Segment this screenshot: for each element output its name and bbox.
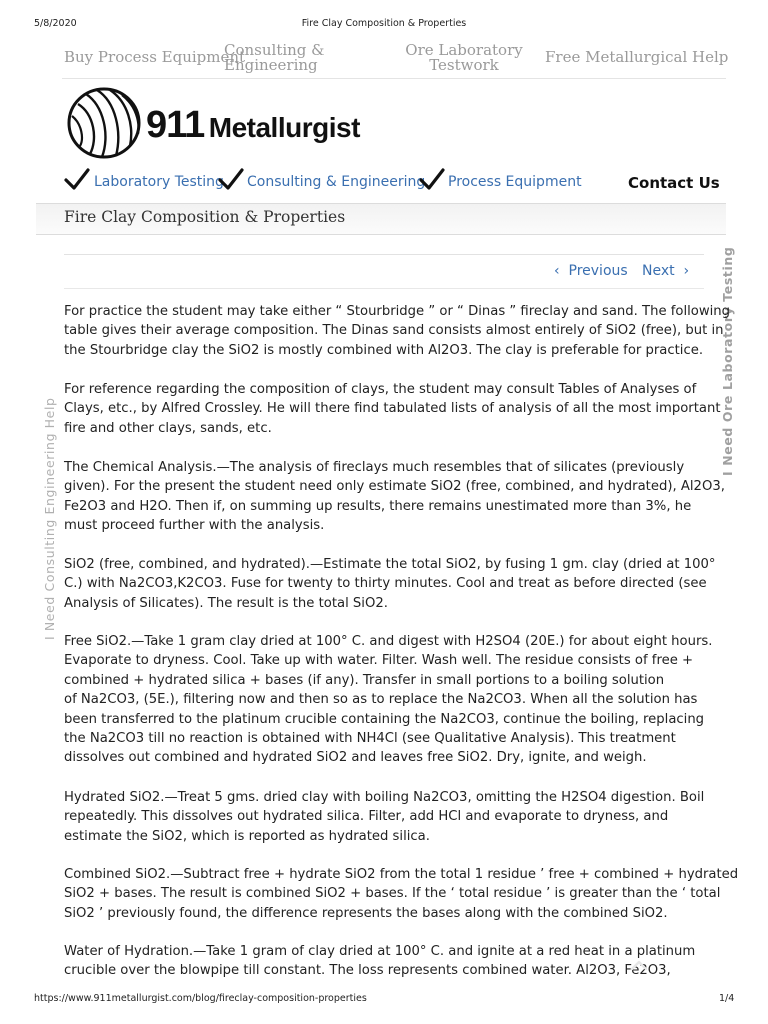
- paragraph-line: given). For the present the student need only estimate SiO2 (free, combined, and hydrated), Al2O3,: [64, 479, 725, 495]
- ore-laboratory-testing-tab[interactable]: I Need Ore Laboratory Testing: [720, 246, 735, 476]
- previous-label: Previous: [568, 263, 628, 279]
- footer-url: https://www.911metallurgist.com/blog/fireclay-composition-properties: [34, 993, 367, 1004]
- nav-laboratory-testing[interactable]: Laboratory Testing: [94, 174, 224, 190]
- logo-number: 911: [146, 104, 205, 146]
- article-paragraph: [64, 632, 713, 768]
- logo-ball-icon[interactable]: [64, 84, 144, 162]
- nav-divider: [62, 78, 726, 79]
- paragraph-line: dissolves out combined and hydrated SiO2 and leaves free SiO2. Dry, ignite, and weigh.: [64, 750, 647, 766]
- logo-wordmark[interactable]: [146, 104, 360, 147]
- paragraph-line: table gives their average composition. The Dinas sand consists almost entirely of SiO2 (free), but in: [64, 323, 724, 339]
- paragraph-line: Water of Hydration.—Take 1 gram of clay dried at 100° C. and ignite at a red heat in a platinum: [64, 944, 696, 959]
- page-title: Fire Clay Composition & Properties: [64, 208, 346, 226]
- paragraph-line: crucible over the blowpipe till constant. The loss represents combined water. Al2O3, Fe2O3,: [64, 963, 671, 979]
- nav-buy-process-equipment[interactable]: Buy Process Equipment: [64, 48, 246, 66]
- nav-consulting-engineering[interactable]: [224, 43, 325, 73]
- nav-free-metallurgical-help[interactable]: Free Metallurgical Help: [545, 48, 729, 66]
- nav-ore-line1: Ore Laboratory: [405, 41, 523, 59]
- next-label: Next: [642, 263, 675, 279]
- consulting-engineering-help-tab[interactable]: I Need Consulting Engineering Help: [42, 397, 57, 640]
- paragraph-line: been transferred to the platinum crucible containing the Na2CO3, continue the boiling, replacing: [64, 711, 705, 727]
- paragraph-line: combined + hydrated silica + bases (if any). Transfer in small portions to a boiling solution: [64, 672, 665, 688]
- previous-link[interactable]: [554, 263, 628, 279]
- paragraph-line: Analysis of Silicates). The result is the total SiO2.: [64, 595, 388, 611]
- next-link[interactable]: [642, 263, 689, 279]
- article-paragraph: [64, 865, 739, 923]
- article-paragraph: [64, 458, 725, 536]
- paragraph-line: fire and other clays, sands, etc.: [64, 420, 272, 436]
- nav-ore-line2: Testwork: [429, 56, 499, 74]
- check-icon: [218, 168, 244, 194]
- article-paragraph: [64, 302, 731, 360]
- chevron-right-icon: ›: [683, 263, 690, 279]
- print-date: 5/8/2020: [34, 18, 77, 29]
- nav-ore-laboratory-testwork[interactable]: [404, 43, 524, 73]
- paragraph-line: Hydrated SiO2.—Treat 5 gms. dried clay with boiling Na2CO3, omitting the H2SO4 digestion. Boil: [64, 790, 705, 805]
- paragraph-line: estimate the SiO2, which is reported as hydrated silica.: [64, 828, 430, 844]
- paragraph-line: of Na2CO3, (5E.), filtering now and then so as to replace the Na2CO3. When all the solution has: [64, 692, 698, 708]
- article-paragraph: [64, 555, 716, 613]
- paragraph-line: the Stourbridge clay the SiO2 is mostly combined with Al2O3. The clay is preferable for practice.: [64, 342, 704, 358]
- paragraph-line: C.) with Na2CO3,K2CO3. Fuse for twenty to thirty minutes. Cool and treat as before directed (see: [64, 576, 707, 592]
- nav-consulting-line2: Engineering: [224, 56, 318, 74]
- paragraph-line: Fe2O3 and H2O. Then if, on summing up results, there remains unestimated more than 3%, he: [64, 498, 692, 514]
- check-icon: [64, 168, 90, 194]
- footer-page-number: 1/4: [719, 993, 735, 1004]
- paragraph-line: repeatedly. This dissolves out hydrated silica. Filter, add HCl and evaporate to dryness, and: [64, 809, 669, 825]
- contact-us-link[interactable]: Contact Us: [628, 174, 720, 192]
- paragraph-line: SiO2 (free, combined, and hydrated).—Estimate the total SiO2, by fusing 1 gm. clay (dried at 100°: [64, 557, 716, 572]
- paragraph-line: Free SiO2.—Take 1 gram clay dried at 100° C. and digest with H2SO4 (20E.) for about eight hours.: [64, 634, 713, 649]
- article-paragraph: [64, 788, 709, 846]
- print-title: Fire Clay Composition & Properties: [301, 18, 467, 29]
- chevron-left-icon: ‹: [554, 263, 560, 279]
- paragraph-line: For practice the student may take either “ Stourbridge ” or “ Dinas ” fireclay and sand. The following: [64, 304, 731, 319]
- paragraph-line: must proceed further with the analysis.: [64, 518, 325, 534]
- paragraph-line: SiO2 ’ previously found, the difference represents the bases along with the combined SiO2.: [64, 905, 668, 921]
- nav-consulting-engineering-service[interactable]: Consulting & Engineering: [247, 174, 426, 190]
- scroll-to-top-button[interactable]: [627, 955, 651, 977]
- paragraph-line: Combined SiO2.—Subtract free + hydrate SiO2 from the total 1 residue ’ free + combined + hydrated: [64, 867, 739, 882]
- paragraph-line: For reference regarding the composition of clays, the student may consult Tables of Analyses of: [64, 382, 697, 397]
- chevron-up-icon: [627, 955, 651, 977]
- check-icon: [419, 168, 445, 194]
- paragraph-line: Evaporate to dryness. Cool. Take up with water. Filter. Wash well. The residue consists of free +: [64, 653, 694, 669]
- divider: [64, 288, 704, 289]
- paragraph-line: the Na2CO3 till no reaction is obtained with NH4Cl (see Qualitative Analysis). This treatment: [64, 731, 676, 747]
- paragraph-line: SiO2 + bases. The result is combined SiO2 + bases. If the ‘ total residue ’ is greater than the ‘ total: [64, 886, 721, 902]
- article-paragraph: [64, 380, 721, 438]
- logo-word: Metallurgist: [208, 112, 360, 143]
- nav-consulting-line1: Consulting &: [224, 41, 325, 59]
- paragraph-line: Clays, etc., by Alfred Crossley. He will there find tabulated lists of analysis of all the most important: [64, 401, 721, 417]
- article-paragraph: [64, 942, 709, 981]
- nav-process-equipment[interactable]: Process Equipment: [448, 174, 582, 190]
- paragraph-line: The Chemical Analysis.—The analysis of fireclays much resembles that of silicates (previously: [64, 460, 685, 475]
- divider: [64, 254, 704, 255]
